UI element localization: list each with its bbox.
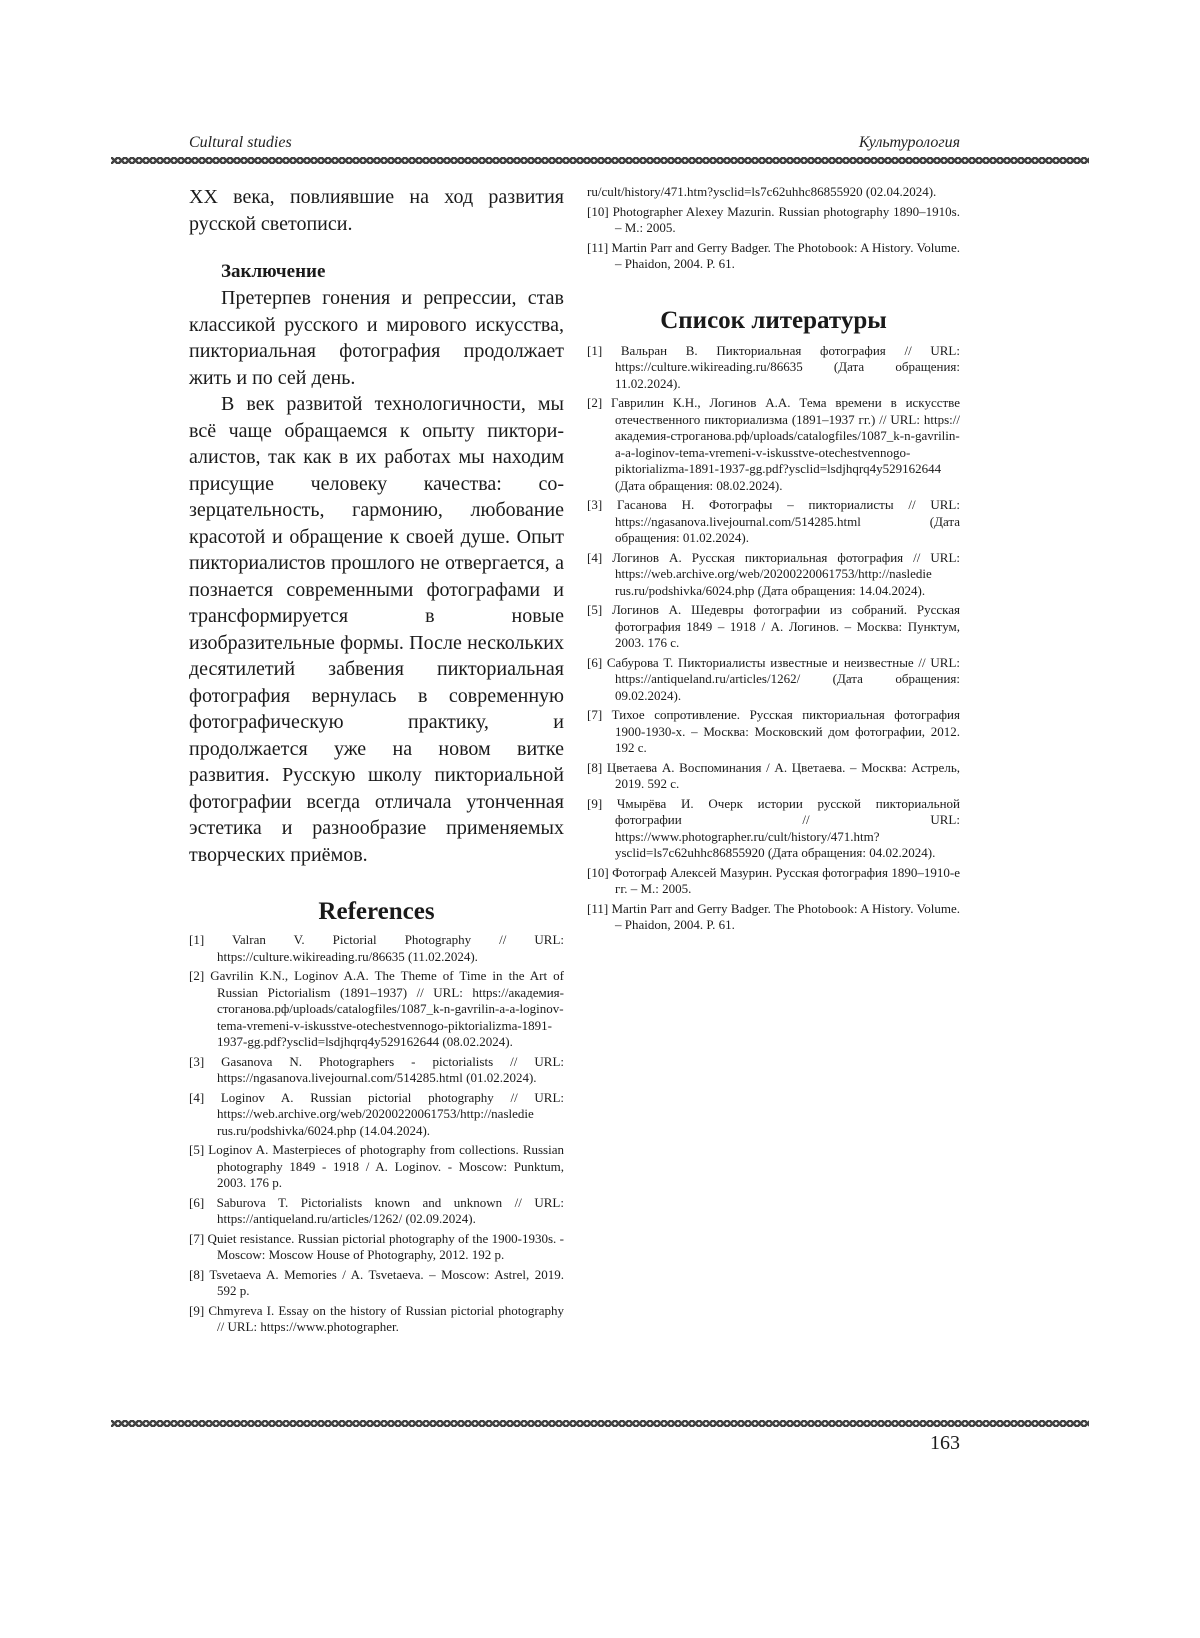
running-header-left: Cultural studies — [189, 134, 292, 151]
intro-paragraph: XX века, повлиявшие на ход развития русской светописи. — [189, 186, 564, 235]
literature-list — [587, 343, 960, 934]
right-column — [587, 184, 960, 937]
reference-item-continued: ru/cult/history/471.htm?ysclid=ls7c62uhhc86855920 (02.04.2024). — [587, 184, 937, 199]
bottom-ornament-divider — [111, 1418, 1089, 1428]
references-list-continued — [587, 184, 960, 273]
reference-item: [7] Quiet resistance. Russian pictorial photography of the 1900-1930s. - Moscow: Moscow House of Photography, 2012. 192 p. — [189, 1230, 564, 1262]
running-header-right: Культурология — [858, 134, 960, 151]
conclusion-heading: Заключение — [221, 261, 326, 282]
literature-title: Список литературы — [660, 306, 887, 334]
literature-item: [3] Гасанова Н. Фотографы – пикториалисты // URL: https://ngasanova.livejournal.com/514285.html (Дата обращения: 01.02.2024). — [587, 497, 960, 545]
reference-item: [4] Loginov A. Russian pictorial photography // URL: https://web.archive.org/web/20200220061753/http://nasledie rus.ru/podshivka/6024.php (14.04.2024). — [189, 1089, 564, 1138]
reference-item: [11] Martin Parr and Gerry Badger. The Photobook: A History. Volume. – Phaidon, 2004. P. 61. — [587, 239, 960, 271]
reference-item: [3] Gasanova N. Photographers - pictorialists // URL: https://ngasanova.livejournal.com/514285.html (01.02.2024). — [189, 1053, 564, 1085]
page-number: 163 — [930, 1432, 960, 1454]
literature-item: [9] Чмырёва И. Очерк истории русской пикториальной фотографии // URL: https://www.photographer.ru/cult/history/471.htm?ysclid=ls7c62uhhc86855920 (Дата обращения: 04.02.2024). — [587, 795, 960, 860]
reference-item: [2] Gavrilin K.N., Loginov A.A. The Theme of Time in the Art of Russian Pictorialism (1891–1937) // URL: https://академия-стоганова.рф/uploads/catalogfiles/1087_k-n-gavrilin-a-a-loginov-tema-vremeni-v-iskusstve-otechestvennogo-piktorializma-1891-1937-gg.pdf?ysclid=lsdjhqrq4y529162644 (08.02.2024). — [189, 968, 564, 1049]
references-title: References — [318, 898, 435, 925]
reference-item: [10] Photographer Alexey Mazurin. Russian photography 1890–1910s. – M.: 2005. — [587, 203, 960, 235]
reference-item: [6] Saburova T. Pictorialists known and unknown // URL: https://antiqueland.ru/articles/1262/ (02.09.2024). — [189, 1194, 564, 1226]
literature-item: [1] Вальран В. Пикториальная фотография // URL: https://culture.wikireading.ru/86635 (Дата обращения: 11.02.2024). — [587, 342, 960, 391]
literature-item: [6] Сабурова Т. Пикториалисты известные и неизвестные // URL: https://antiqueland.ru/articles/1262/ (Дата обращения: 09.02.2024). — [587, 654, 960, 703]
literature-item: [10] Фотограф Алексей Мазурин. Русская фотография 1890–1910-е гг. – М.: 2005. — [587, 864, 960, 896]
literature-item: [4] Логинов А. Русская пикториальная фотография // URL: https://web.archive.org/web/20200220061753/http://nasledie rus.ru/podshivka/6024.php (Дата обращения: 14.04.2024). — [587, 549, 960, 598]
references-list — [189, 932, 564, 1336]
left-column — [189, 184, 564, 1339]
reference-item: [5] Loginov A. Masterpieces of photography from collections. Russian photography 1849 - 1918 / A. Loginov. - Moscow: Punktum, 2003. 176 p. — [189, 1142, 564, 1190]
reference-item: [8] Tsvetaeva A. Memories / A. Tsvetaeva. – Moscow: Astrel, 2019. 592 p. — [189, 1266, 564, 1298]
reference-item: [9] Chmyreva I. Essay on the history of Russian pictorial photography // URL: https://www.photographer. — [189, 1302, 564, 1334]
literature-item: [2] Гаврилин К.Н., Логинов А.А. Тема времени в искусстве отечественного пикториализма (1891–1937 гг.) // URL: https://академия-строганова.рф/uploads/catalogfiles/1087_k-n-gavrilin-a-a-loginov-tema-vremeni-v-iskusstve-otechestvennogo-piktorializma-1891-1937-gg.pdf?ysclid=lsdjhqrq4y529162644 (Дата обращения: 08.02.2024). — [587, 395, 960, 493]
literature-item: [11] Martin Parr and Gerry Badger. The Photobook: A History. Volume. – Phaidon, 2004. P. 61. — [587, 900, 960, 932]
reference-item: [1] Valran V. Pictorial Photography // URL: https://culture.wikireading.ru/86635 (11.02.2024). — [189, 932, 564, 964]
literature-item: [5] Логинов А. Шедевры фотографии из собраний. Русская фотография 1849 – 1918 / А. Логинов. – Москва: Пунктум, 2003. 176 с. — [587, 602, 960, 650]
top-ornament-divider — [111, 155, 1089, 165]
literature-item: [7] Тихое сопротивление. Русская пикториальная фотография 1900-1930-х. – Москва: Московский дом фотографии, 2012. 192 с. — [587, 707, 960, 755]
literature-item: [8] Цветаева А. Воспоминания / А. Цветаева. – Москва: Астрель, 2019. 592 с. — [587, 759, 960, 791]
conclusion-paragraph-2: В век развитой технологичности, мы всё чаще обращаемся к опыту пикториалистов, так как в их работах мы находим присущие человеку качества: созерцательность, гармонию, любование красотой и обращение к своей душе. Опыт пикториалистов прошлого не отвергается, а познается современными фотографами и трансформируется в новые изобразительные формы. После нескольких десятилетий забвения пикториальная фотография вернулась в современную фотографическую практику, и продолжается уже на новом витке развития. Русскую школу пикториальной фотографии всегда отличала утонченная эстетика и разнообразие применяемых творческих приёмов. — [189, 393, 564, 866]
conclusion-paragraph-1: Претерпев гонения и репрессии, став классикой русского и мирового искусства, пикториальная фотография продолжает жить и по сей день. — [189, 287, 564, 389]
